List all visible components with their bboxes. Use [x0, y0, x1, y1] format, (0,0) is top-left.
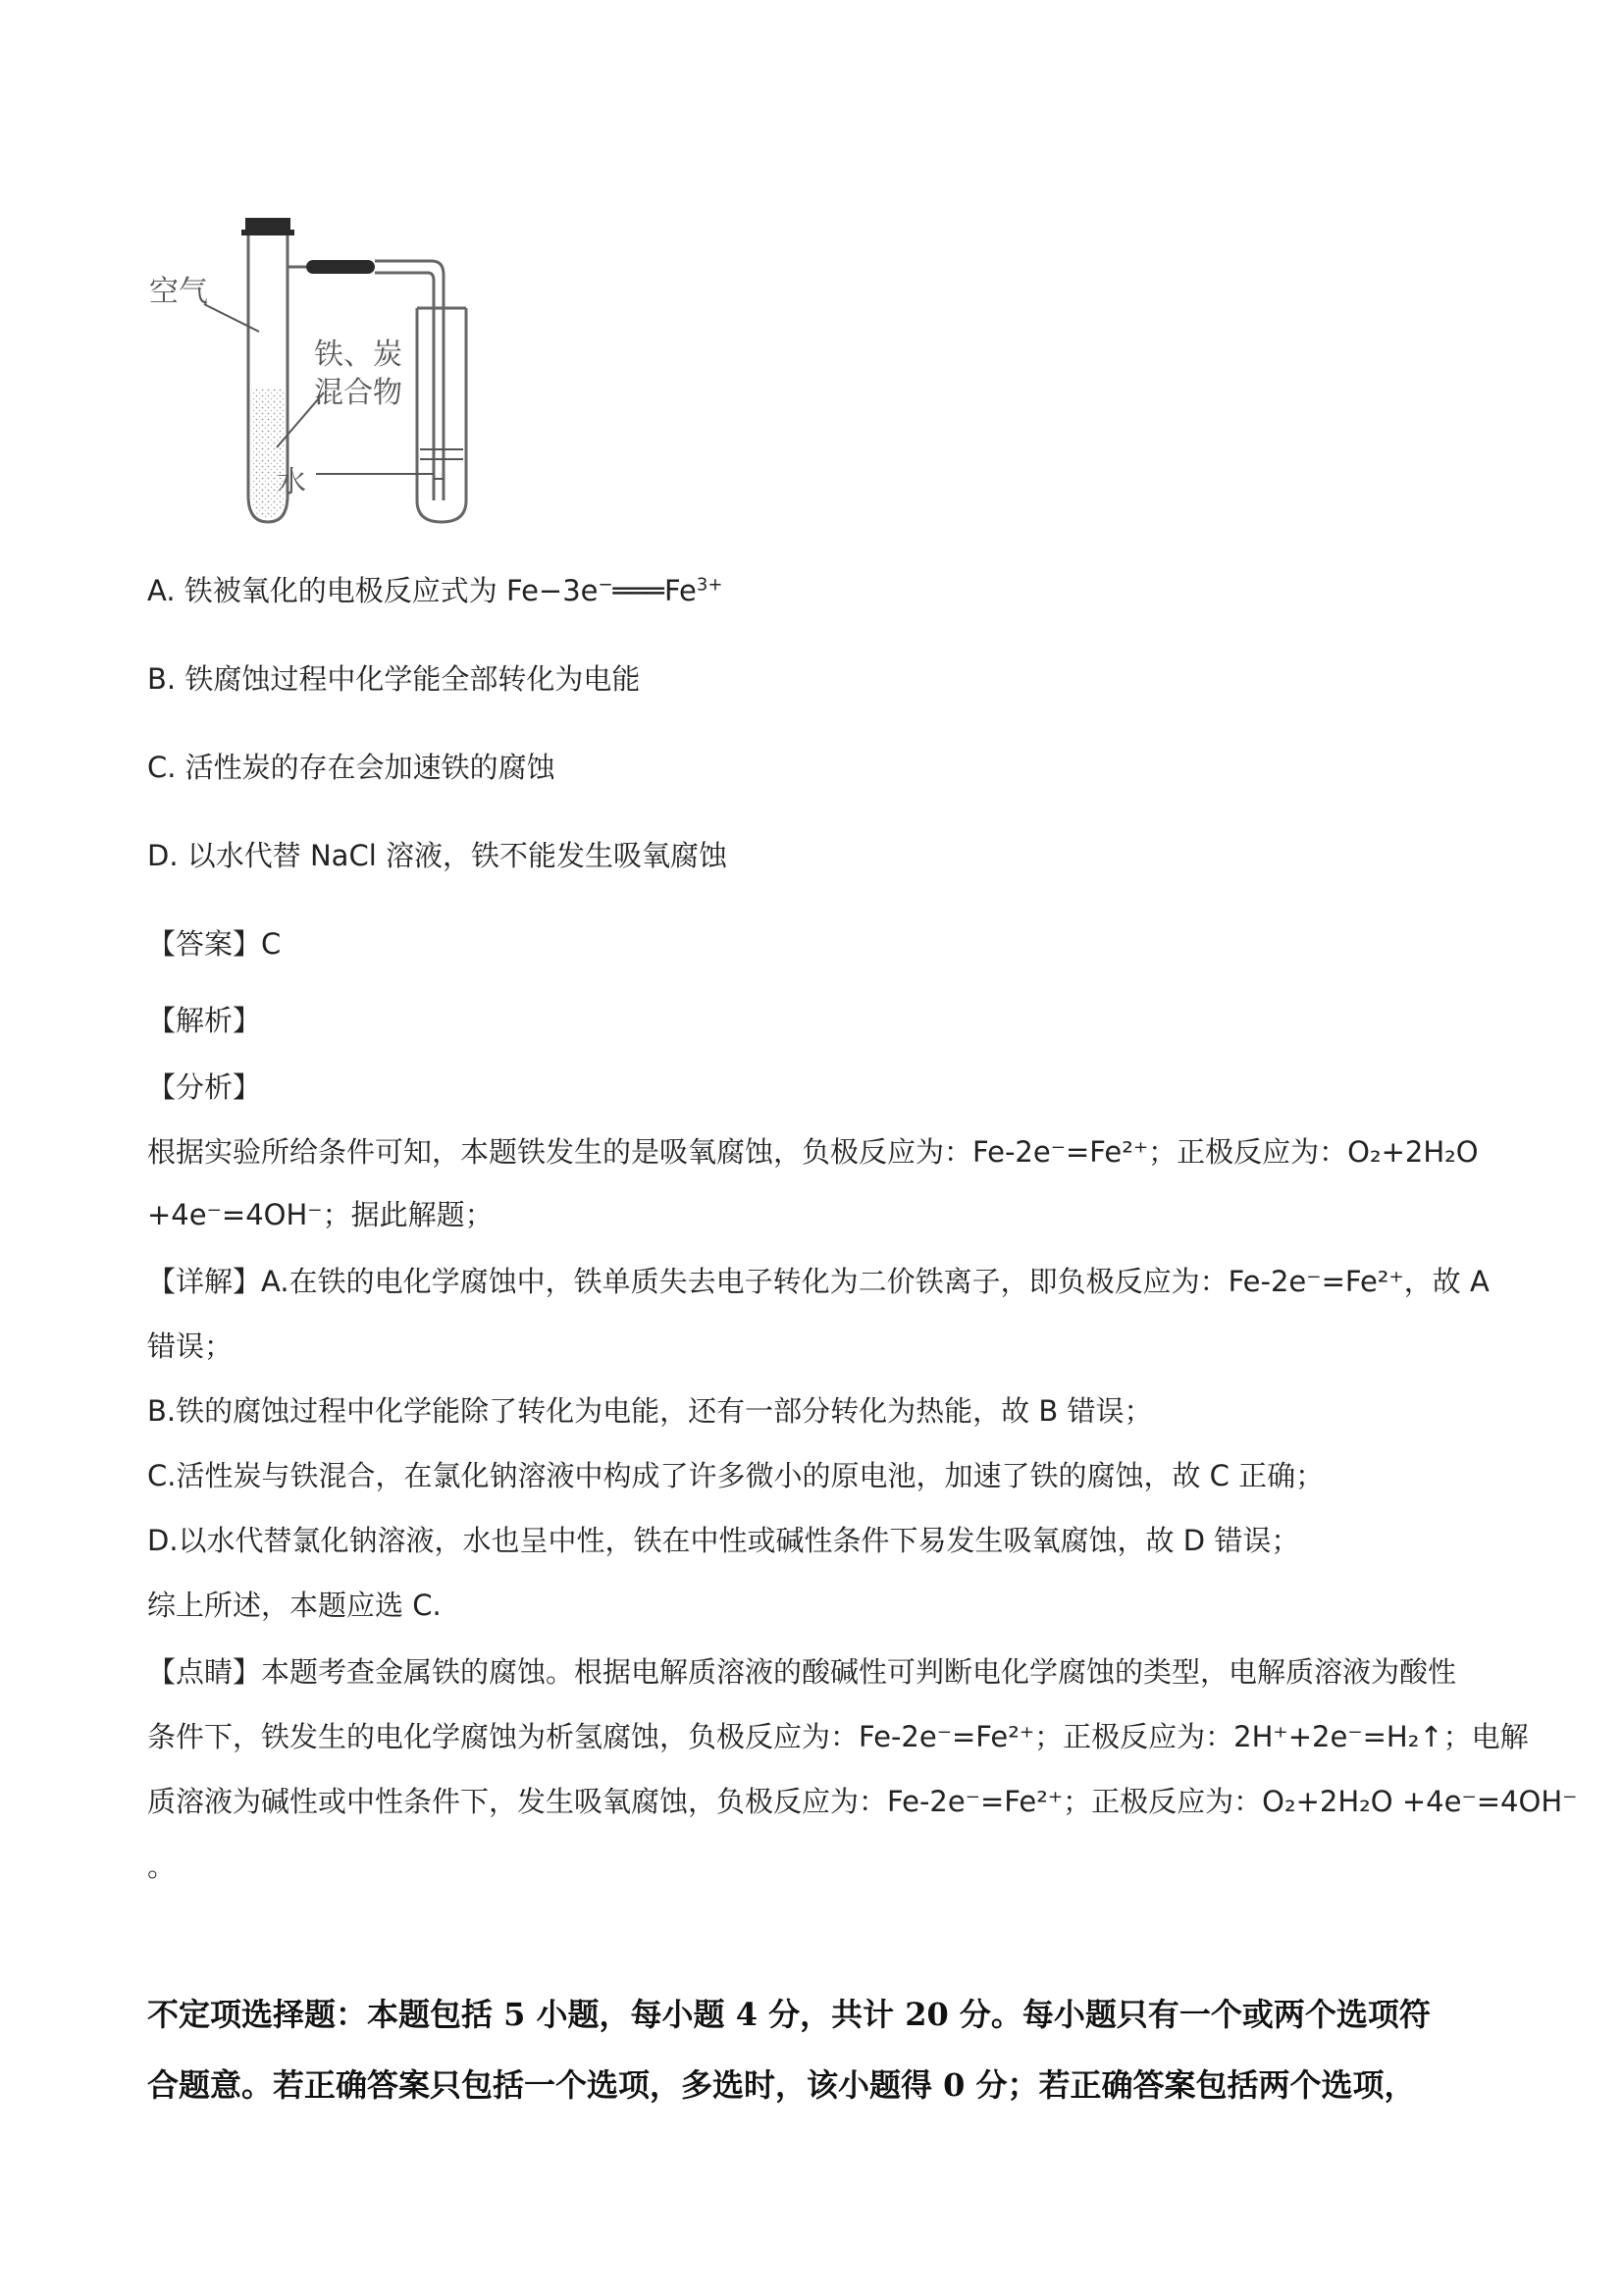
answer-label: 【答案】 — [147, 927, 262, 961]
label-mixture-2: 混合物 — [314, 376, 402, 410]
detail-c: C.活性炭与铁混合，在氯化钠溶液中构成了许多微小的原电池，加速了铁的腐蚀，故 C 正确； — [147, 1459, 1325, 1492]
fenxi-line-2: +4e⁻=4OH⁻；据此解题； — [147, 1198, 494, 1231]
option-a-sup1: − — [598, 574, 613, 596]
option-b: B. 铁腐蚀过程中化学能全部转化为电能 — [147, 662, 641, 696]
option-c: C. 活性炭的存在会加速铁的腐蚀 — [147, 751, 555, 784]
answer-line — [147, 922, 281, 963]
option-a-sup2: 3+ — [696, 574, 723, 596]
option-a-arrow: ═══Fe — [612, 574, 697, 607]
detail-label: 【详解】 — [147, 1265, 262, 1298]
detail-b: B.铁的腐蚀过程中化学能除了转化为电能，还有一部分转化为热能，故 B 错误； — [147, 1394, 1153, 1428]
fenxi-line-1: 根据实验所给条件可知，本题铁发生的是吸氧腐蚀，负极反应为：Fe-2e⁻=Fe²⁺；正极反应为：O₂+2H₂O — [147, 1135, 1479, 1169]
detail-a-line-1 — [147, 1260, 1490, 1300]
section-heading-line-1: 不定项选择题：本题包括 5 小题，每小题 4 分，共计 20 分。每小题只有一个或两个选项符 — [147, 1996, 1431, 2033]
rubber-connector — [306, 260, 375, 274]
right-test-tube — [417, 308, 466, 522]
dianjing-line-1 — [147, 1650, 1456, 1691]
label-air: 空气 — [149, 275, 208, 309]
experiment-diagram — [137, 206, 530, 540]
dianjing-label: 【点睛】 — [147, 1655, 262, 1689]
detail-d: D.以水代替氯化钠溶液，水也呈中性，铁在中性或碱性条件下易发生吸氧腐蚀，故 D 错误； — [147, 1524, 1300, 1557]
label-water: 水 — [277, 465, 306, 499]
section-heading-line-2: 合题意。若正确答案只包括一个选项，多选时，该小题得 0 分；若正确答案包括两个选项， — [147, 2066, 1416, 2104]
dianjing-line-2: 条件下，铁发生的电化学腐蚀为析氢腐蚀，负极反应为：Fe-2e⁻=Fe²⁺；正极反应为：2H⁺+2e⁻=H₂↑；电解 — [147, 1720, 1529, 1753]
option-a-prefix: A. 铁被氧化的电极反应式为 Fe−3e — [147, 574, 599, 607]
dianjing-text-1: 本题考查金属铁的腐蚀。根据电解质溶液的酸碱性可判断电化学腐蚀的类型，电解质溶液为酸性 — [261, 1655, 1457, 1689]
analysis-label: 【解析】 — [147, 1004, 262, 1037]
dianjing-line-3: 质溶液为碱性或中性条件下，发生吸氧腐蚀，负极反应为：Fe-2e⁻=Fe²⁺；正极反应为：O₂+2H₂O +4e⁻=4OH⁻ — [147, 1785, 1578, 1818]
detail-a-line-2: 错误； — [147, 1330, 234, 1363]
detail-a-text: A.在铁的电化学腐蚀中，铁单质失去电子转化为二价铁离子，即负极反应为：Fe-2e⁻=Fe²⁺，故 A — [261, 1265, 1490, 1298]
option-d: D. 以水代替 NaCl 溶液，铁不能发生吸氧腐蚀 — [147, 839, 727, 872]
option-a — [147, 569, 722, 609]
rubber-stopper — [245, 218, 290, 232]
label-mixture-1: 铁、炭 — [314, 338, 402, 372]
summary: 综上所述，本题应选 C. — [147, 1589, 442, 1622]
answer-value: C — [261, 927, 282, 961]
dianjing-line-4: 。 — [147, 1850, 177, 1883]
fenxi-label: 【分析】 — [147, 1070, 262, 1104]
